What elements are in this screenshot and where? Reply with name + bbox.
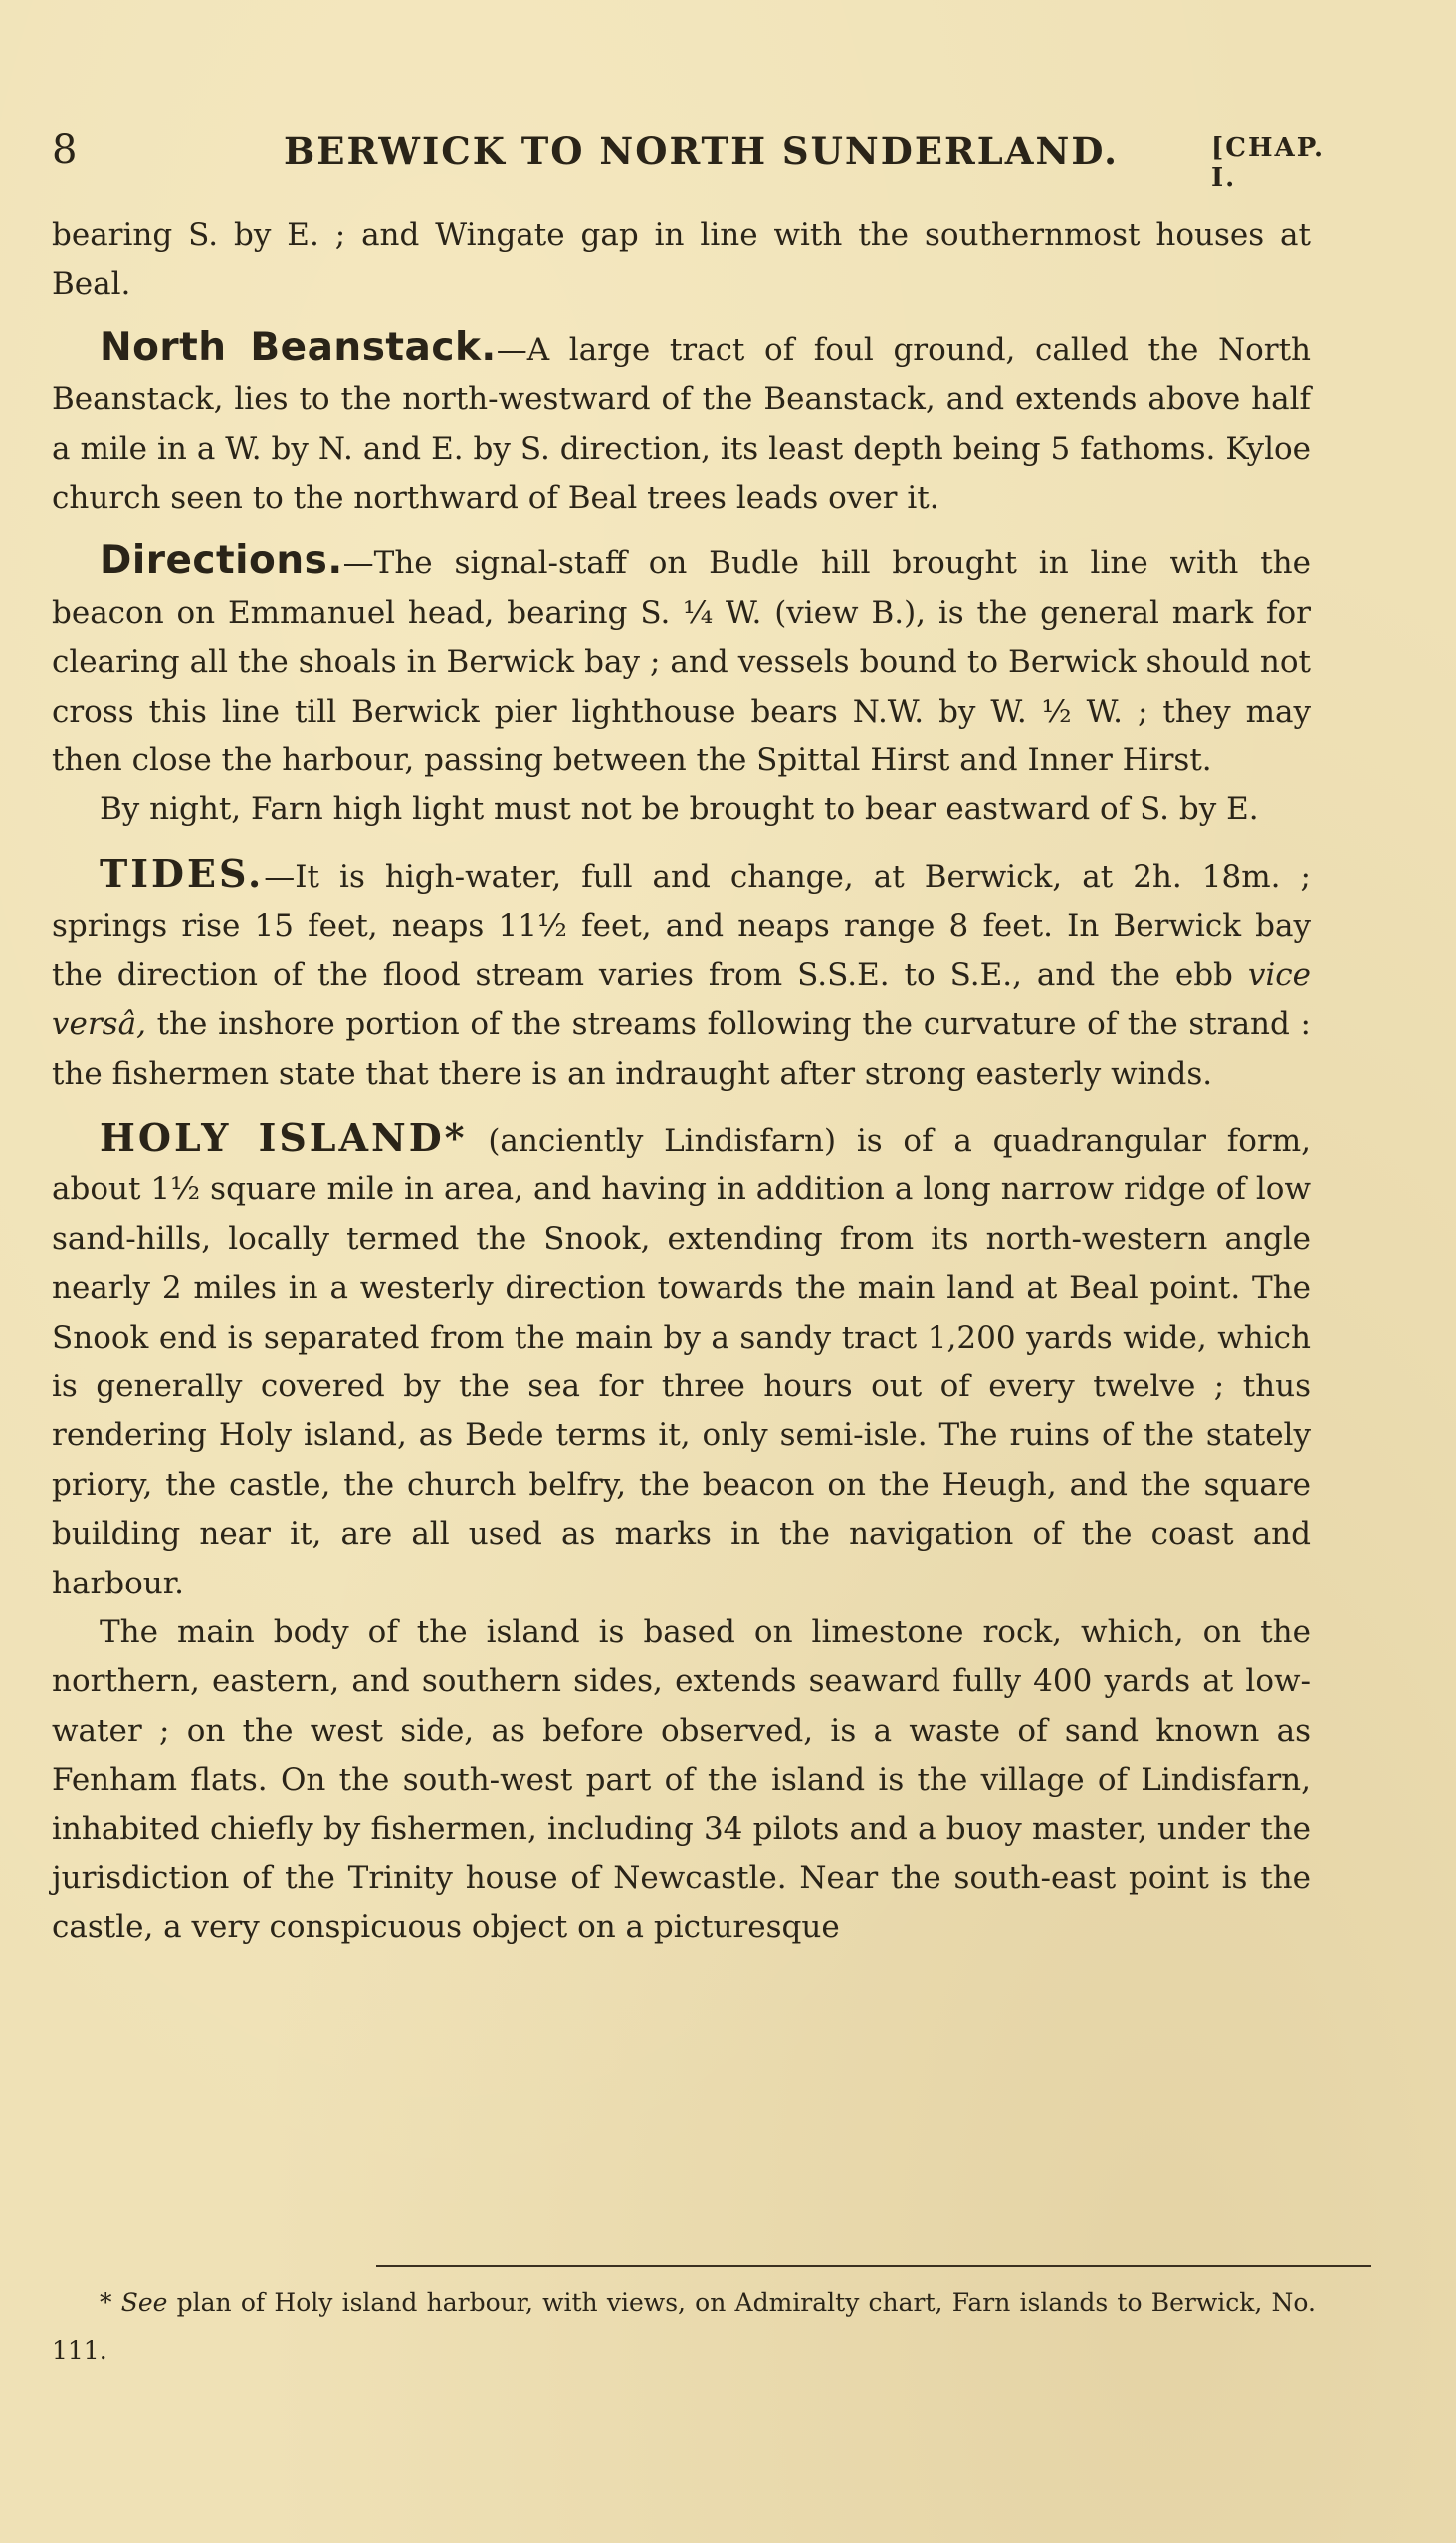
footnote-see: See — [120, 2288, 168, 2317]
paragraph-text: —It is high-water, full and change, at Berwick, at 2h. 18m. ; springs rise 15 feet, neaps 11½ feet, and neaps range 8 feet. In Berwick bay the direction of the flood stream varies from S.S.E. to S.E., and the ebb — [52, 858, 1311, 993]
running-header — [52, 127, 1336, 193]
paragraph-north-beanstack — [52, 323, 1311, 524]
italic-phrase: vice versâ, — [52, 956, 1311, 1043]
paragraph-continuation: bearing S. by E. ; and Wingate gap in line with the southernmost houses at Beal. — [52, 217, 1311, 303]
footnote — [52, 2279, 1316, 2375]
paragraph-text: —The signal-staff on Budle hill brought in line with the beacon on Emmanuel head, bearing S. ¼ W. (view B.), is the general mark for clearing all the shoals in Berwick bay ; and vessels bound to Berwick should not cross this line till Berwick pier lighthouse bears N.W. by W. ½ W. ; they may then close the harbour, passing between the Spittal Hirst and Inner Hirst. — [52, 545, 1311, 779]
running-title: BERWICK TO NORTH SUNDERLAND. — [284, 129, 1119, 173]
paragraph-tides — [52, 849, 1311, 1099]
paragraph-holy-island — [52, 1113, 1311, 1608]
paragraph-directions — [52, 536, 1311, 785]
section-heading-north-beanstack: North Beanstack. — [100, 324, 497, 370]
paragraph-text: (anciently Lindisfarn) is of a quadrangular form, about 1½ square mile in area, and having in addition a long narrow ridge of low sand-hills, locally termed the Snook, extending from its north-western angle nearly 2 miles in a westerly direction towards the main land at Beal point. The Snook end is separated from the main by a sandy tract 1,200 yards wide, which is generally covered by the sea for three hours out of every twelve ; thus rendering Holy island, as Bede terms it, only semi-isle. The ruins of the stately priory, the castle, the church belfry, the beacon on the Heugh, and the square building near it, are all used as marks in the navigation of the coast and harbour. — [52, 1122, 1311, 1601]
section-heading-tides: TIDES. — [100, 850, 265, 896]
paragraph-text: the inshore portion of the streams following the curvature of the strand : the fishermen state that there is an indraught after strong easterly winds. — [52, 1006, 1311, 1092]
chapter-marker: [CHAP. I. — [1211, 133, 1326, 193]
section-heading-holy-island: HOLY ISLAND* — [100, 1114, 468, 1160]
paragraph-by-night: By night, Farn high light must not be brought to bear eastward of S. by E. — [100, 791, 1259, 828]
footnote-divider — [376, 2265, 1371, 2267]
page-number: 8 — [52, 127, 79, 173]
body-text — [52, 211, 1311, 1953]
paragraph-text: —A large tract of foul ground, called the North Beanstack, lies to the north-westward of the Beanstack, and extends above half a mile in a W. by N. and E. by S. direction, its least depth being 5 fathoms. Kyloe church seen to the northward of Beal trees leads over it. — [52, 331, 1311, 517]
section-heading-directions: Directions. — [100, 538, 343, 584]
footnote-text: plan of Holy island harbour, with views, on Admiralty chart, Farn islands to Berwick, No. 111. — [52, 2288, 1316, 2365]
footnote-marker: * — [100, 2288, 121, 2317]
paragraph-main-body: The main body of the island is based on limestone rock, which, on the northern, eastern, and southern sides, extends seaward fully 400 yards at low-water ; on the west side, as before observed, is a waste of sand known as Fenham flats. On the south-west part of the island is the village of Lindisfarn, inhabited chiefly by fishermen, including 34 pilots and a buoy master, under the jurisdiction of the Trinity house of Newcastle. Near the south-east point is the castle, a very conspicuous object on a picturesque — [52, 1613, 1311, 1946]
